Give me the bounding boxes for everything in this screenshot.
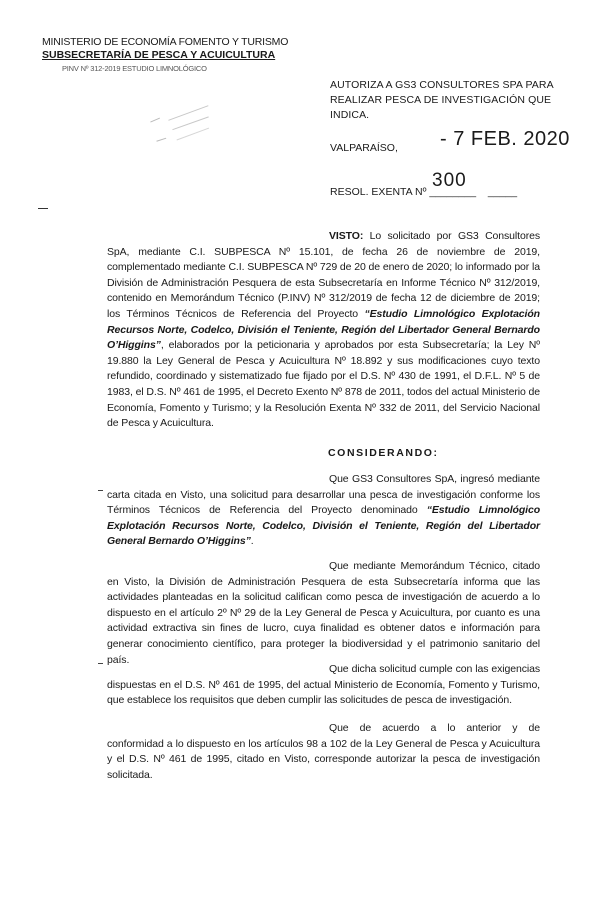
place-label: VALPARAÍSO, — [330, 142, 398, 154]
resolution-line — [330, 186, 517, 198]
resolution-tail: _____ — [487, 186, 518, 198]
letterhead — [42, 36, 302, 75]
visto-label: VISTO: — [329, 230, 364, 242]
margin-tick — [98, 663, 103, 664]
considerando-paragraph-4: Que de acuerdo a lo anterior y de conformidad a lo dispuesto en los artículos 98 a 102 de la Ley General de Pesca y Acuicultura y el D.S. Nº 461 de 1995, citado en Visto, corresponde autorizar la pesca de investigación solicitada. — [107, 722, 540, 781]
visto-text-b: , elaborados por la peticionaria y aprobados por esta Subsecretaría; la Ley Nº 19.880 la Ley General de Pesca y Acuicultura Nº 18.892 y sus modificaciones cuyo texto refundido, coordinado y sistematizado fue fijado por el D.S. Nº 430 de 1991, el D.F.L. Nº 5 de 1983, el D.S. Nº 461 de 1995, el Decreto Exento Nº 878 de 2011, todos del actual Ministerio de Economía, Fomento y Turismo; y la Resolución Exenta Nº 332 de 2011, del Servicio Nacional de Pesca y Acuicultura. — [107, 339, 540, 430]
faded-stamp — [146, 98, 223, 154]
resolution-number: 300 — [432, 170, 467, 191]
considerando-paragraph-1 — [107, 472, 540, 550]
visto-text-a: Lo solicitado por GS3 Consultores SpA, mediante C.I. SUBPESCA Nº 15.101, de fecha 26 de noviembre de 2019, complementado mediante C.I. SUBPESCA Nº 729 de 20 de enero de 2020; lo informado por la División de Administración Pesquera de esta Subsecretaría en Informe Técnico Nº 312/2019, contenido en Memorándum Técnico (P.INV) Nº 312/2019 de fecha 12 de diciembre de 2019; los Términos Técnicos de Referencia del Proyecto — [107, 230, 540, 320]
undersecretariat-name: SUBSECRETARÍA DE PESCA Y ACUICULTURA — [42, 49, 276, 61]
c1-text-b: . — [250, 535, 254, 548]
resolution-title: AUTORIZA A GS3 CONSULTORES SPA PARA REALIZAR PESCA DE INVESTIGACIÓN QUE INDICA. — [330, 79, 554, 121]
visto-paragraph — [107, 229, 540, 432]
considerando-heading: CONSIDERANDO: — [328, 447, 439, 459]
considerando-paragraph-2: Que mediante Memorándum Técnico, citado en Visto, la División de Administración Pesquera de esta Subsecretaría informa que las actividades planteadas en la solicitud califican como pesca de investigación de acuerdo a lo dispuesto en el artículo 2º Nº 29 de la Ley General de Pesca y Acuicultura, por cuanto es una actividad extractiva sin fines de lucro, cuya finalidad es obtener datos e información para generar conocimiento científico, para proteger la biodiversidad y el patrimonio sanitario del país. — [107, 560, 540, 666]
date-stamp: - 7 FEB. 2020 — [440, 128, 570, 150]
reference-code: PINV Nº 312-2019 ESTUDIO LIMNOLÓGICO — [62, 64, 207, 73]
resolution-label: RESOL. EXENTA Nº ________ — [330, 186, 477, 198]
c1-text-a: Que GS3 Consultores SpA, ingresó mediante carta citada en Visto, una solicitud para desarrollar una pesca de investigación conforme los Términos Técnicos de Referencia del Proyecto denominado — [107, 473, 540, 517]
ministry-name: MINISTERIO DE ECONOMÍA FOMENTO Y TURISMO — [42, 36, 289, 48]
margin-mark — [38, 208, 48, 209]
c1-project-title: “Estudio Limnológico Explotación Recursos Norte, Codelco, División el Teniente, Región del Libertador General Bernardo O’Higgins” — [107, 504, 541, 548]
stamp-marks — [146, 98, 223, 154]
visto-project-title: “Estudio Limnológico Explotación Recursos Norte, Codelco, División el Teniente, Región del Libertador General Bernardo O’Higgins” — [107, 307, 540, 352]
margin-tick — [98, 490, 103, 491]
considerando-paragraph-3: Que dicha solicitud cumple con las exigencias dispuestas en el D.S. Nº 461 de 1995, del actual Ministerio de Economía, Fomento y Turismo, que establece los requisitos que deben cumplir las solicitudes de pesca de investigación. — [107, 663, 540, 707]
